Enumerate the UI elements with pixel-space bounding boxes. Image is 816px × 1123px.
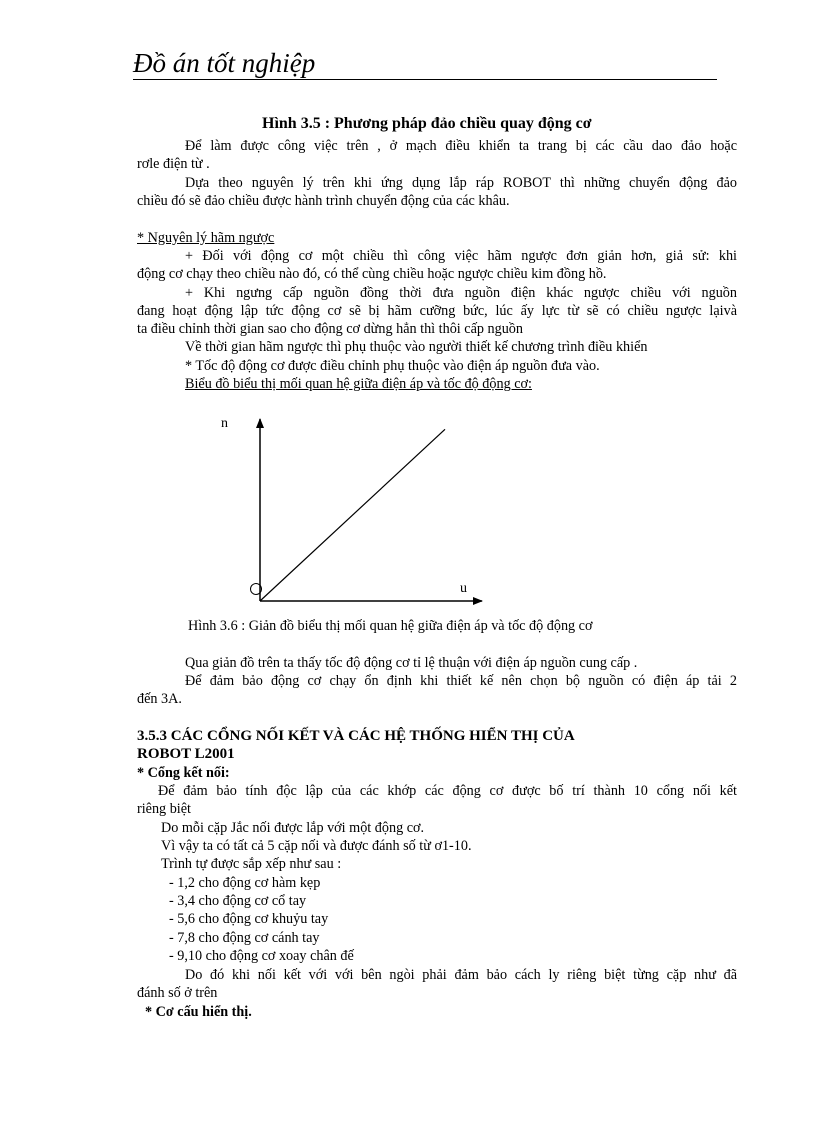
intro-p2-line1: Dựa theo nguyên lý trên khi ứng dụng lắp ráp ROBOT thì những chuyển động đảo bbox=[185, 175, 737, 191]
braking-b2-line1: + Khi ngưng cấp nguồn đồng thời đưa nguồn điện khác ngược chiều với nguồn bbox=[185, 285, 737, 301]
after-chart-line3: đến 3A. bbox=[137, 691, 182, 707]
ports-p2-line1: Do đó khi nối kết với với bên ngòi phải đảm bảo cách ly riêng biệt từng cặp như đã bbox=[185, 967, 737, 983]
voltage-speed-chart bbox=[200, 405, 500, 615]
braking-heading: * Nguyên lý hãm ngược bbox=[137, 230, 275, 246]
list-item: - 5,6 cho động cơ khuỷu tay bbox=[169, 911, 329, 927]
ports-line2: Vì vậy ta có tất cả 5 cặp nối và được đánh số từ ơ1-10. bbox=[161, 838, 472, 854]
braking-line5: * Tốc độ động cơ được điều chỉnh phụ thuộc vào điện áp nguồn đưa vào. bbox=[185, 358, 600, 374]
braking-line4: Về thời gian hãm ngược thì phụ thuộc vào người thiết kế chương trình điều khiển bbox=[185, 339, 648, 355]
chart-intro-line: Biểu đồ biểu thị mối quan hệ giữa điện áp và tốc độ động cơ: bbox=[185, 376, 532, 392]
intro-p1-line1: Để làm được công việc trên , ở mạch điều khiển ta trang bị các cầu dao đảo hoặc bbox=[185, 138, 737, 154]
after-chart-line1: Qua giản đồ trên ta thấy tốc độ động cơ tỉ lệ thuận với điện áp nguồn cung cấp . bbox=[185, 655, 638, 671]
figure-3-6-caption: Hình 3.6 : Giản đồ biểu thị mối quan hệ giữa điện áp và tốc độ động cơ bbox=[188, 618, 593, 634]
ports-p1-line1: Để đảm bảo tính độc lập của các khớp các động cơ được bố trí thành 10 cổng nối kết bbox=[158, 783, 737, 799]
ports-line1: Do mỗi cặp Jắc nối được lắp với một động cơ. bbox=[161, 820, 425, 836]
braking-b2-line2: đang hoạt động lập tức động cơ sẽ bị hãm cưỡng bức, lúc ấy lực từ sẽ có chiều ngược lạivà bbox=[137, 303, 737, 319]
ports-p2-line2: đánh số ở trên bbox=[137, 985, 218, 1001]
list-item: - 1,2 cho động cơ hàm kẹp bbox=[169, 875, 321, 891]
ports-line3: Trình tự được sắp xếp như sau : bbox=[161, 856, 342, 872]
section-heading-line2: ROBOT L2001 bbox=[137, 746, 235, 762]
after-chart-line2: Để đảm bảo động cơ chạy ổn định khi thiết kế nên chọn bộ nguồn có điện áp tải 2 bbox=[185, 673, 737, 689]
subheading-ports: * Cổng kết nối: bbox=[137, 765, 230, 781]
braking-b1-line1: + Đối với động cơ một chiều thì công việc hãm ngược đơn giản hơn, giả sử: khi bbox=[185, 248, 737, 264]
subheading-display: * Cơ cấu hiển thị. bbox=[145, 1004, 252, 1020]
braking-b1-line2: động cơ chạy theo chiều nào đó, có thể cùng chiều hoặc ngược chiều kim đồng hồ. bbox=[137, 266, 607, 282]
series-line bbox=[260, 429, 445, 601]
list-item: - 3,4 cho động cơ cổ tay bbox=[169, 893, 307, 909]
intro-p1-line2: rơle điện từ . bbox=[137, 156, 210, 172]
figure-3-5-title: Hình 3.5 : Phương pháp đảo chiều quay động cơ bbox=[262, 115, 592, 132]
intro-p2-line2: chiều đó sẽ đảo chiều được hành trình chuyển động của các khâu. bbox=[137, 193, 510, 209]
header-divider bbox=[133, 79, 717, 80]
braking-b2-line3: ta điều chỉnh thời gian sao cho động cơ dừng hẳn thì thôi cấp nguồn bbox=[137, 321, 523, 337]
y-axis-label: n bbox=[221, 416, 228, 431]
list-item: - 9,10 cho động cơ xoay chân đế bbox=[169, 948, 354, 964]
page-header-title: Đồ án tốt nghiệp bbox=[133, 48, 316, 78]
section-heading-line1: 3.5.3 CÁC CỔNG NỐI KẾT VÀ CÁC HỆ THỐNG HIỂN THỊ CỦA bbox=[137, 728, 575, 744]
x-axis-label: u bbox=[460, 581, 467, 596]
ports-p1-line2: riêng biệt bbox=[137, 801, 191, 817]
list-item: - 7,8 cho động cơ cánh tay bbox=[169, 930, 320, 946]
